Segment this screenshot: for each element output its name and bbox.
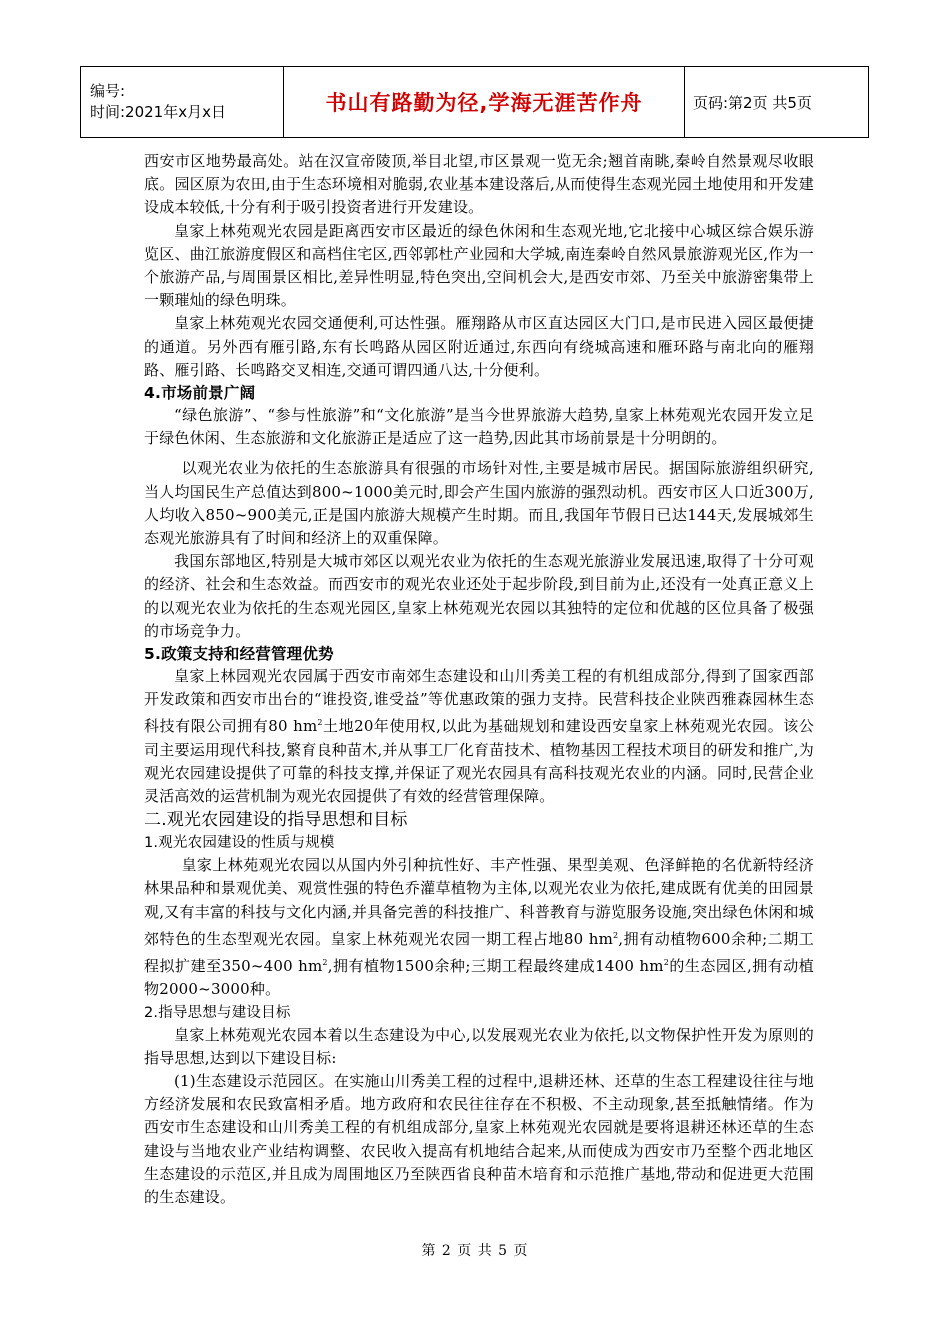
paragraph: 我国东部地区,特别是大城市郊区以观光农业为依托的生态观光旅游业发展迅速,取得了十分可观的经济、社会和生态效益。而西安市的观光农业还处于起步阶段,到目前为止,还没有一处真正意义上的以观光农业为依托的生态观光园区,皇家上林苑观光农园以其独特的定位和优越的区位具备了极强的市场竞争力。	[144, 552, 814, 640]
page-header	[80, 66, 869, 138]
superscript: 2	[613, 930, 619, 940]
paragraph: 皇家上林苑观光农园交通便利,可达性强。雁翔路从市区直达园区大门口,是市民进入园区最便捷的通道。另外西有雁引路,东有长鸣路从园区附近通过,东西向有绕城高速和雁环路与南北向的雁翔路、雁引路、长鸣路交叉相连,交通可谓四通八达,十分便利。	[144, 314, 814, 379]
superscript: 2	[322, 958, 328, 968]
header-motto: 书山有路勤为径,学海无涯苦作舟	[284, 67, 685, 138]
paragraph: (1)生态建设示范园区。在实施山川秀美工程的过程中,退耕还林、还草的生态工程建设往往与地方经济发展和农民致富相矛盾。地方政府和农民往往存在不积极、不主动现象,甚至抵触情绪。作为西安市生态建设和山川秀美工程的有机组成部分,皇家上林苑观光农园就是要将退耕还林还草的生态建设与当地农业产业结构调整、农民收入提高有机地结合起来,从而使成为西安市乃至整个西北地区生态建设的示范区,并且成为周围地区乃至陕西省良种苗木培育和示范推广基地,带动和促进更大范围的生态建设。	[144, 1071, 814, 1206]
header-page-info: 页码:第2页 共5页	[685, 67, 869, 138]
superscript: 2	[317, 718, 323, 728]
document-body	[144, 150, 814, 1209]
text-run: ,拥有动植物600余种;二期工程拟扩建至350~400 hm	[144, 929, 814, 976]
time-label: 时间:2021年x月x日	[90, 103, 226, 121]
text-run: 的生态园区,拥有动植物2000~3000种。	[144, 957, 814, 999]
text-run: 土地20年使用权,以此为基础规划和建设西安皇家上林苑观光农园。该公司主要运用现代科技,繁育良种苗木,并从事工厂化育苗技术、植物基因工程技术项目的研发和推广,为观光农园建设提供了可靠的科技支撑,并保证了观光农园具有高科技观光农业的内涵。同时,民营企业灵活高效的运营机制为观光农园提供了有效的经营管理保障。	[144, 717, 814, 806]
subsection-heading: 2.指导思想与建设目标	[144, 1004, 291, 1021]
section-heading: 4.市场前景广阔	[144, 384, 256, 403]
paragraph	[144, 665, 814, 808]
subsection-heading: 1.观光农园建设的性质与规模	[144, 835, 335, 852]
text-run: 皇家上林苑观光农园以从国内外引种抗性好、丰产性强、果型美观、色泽鲜艳的名优新特经济林果品种和景观优美、观赏性强的特色乔灌草植物为主体,以观光农业为依托,建成既有优美的田园景观,又有丰富的科技与文化内涵,并具备完善的科技推广、科普教育与游览服务设施,突出绿色休闲和城郊特色的生态型观光农园。皇家上林苑观光农园一期工程占地80 hm	[144, 856, 814, 948]
paragraph: 皇家上林苑观光农园本着以生态建设为中心,以发展观光农业为依托,以文物保护性开发为原则的指导思想,达到以下建设目标:	[144, 1025, 814, 1067]
section-heading: 5.政策支持和经营管理优势	[144, 645, 334, 664]
header-meta	[81, 67, 284, 138]
chapter-heading: 二.观光农园建设的指导思想和目标	[144, 810, 408, 831]
number-label: 编号:	[90, 82, 126, 100]
paragraph: “绿色旅游”、“参与性旅游”和“文化旅游”是当今世界旅游大趋势,皇家上林苑观光农园开发立足于绿色休闲、生态旅游和文化旅游正是适应了这一趋势,因此其市场前景是十分明朗的。	[144, 406, 814, 448]
paragraph: 皇家上林苑观光农园是距离西安市区最近的绿色休闲和生态观光地,它北接中心城区综合娱乐游览区、曲江旅游度假区和高档住宅区,西邻郭杜产业园和大学城,南连秦岭自然风景旅游观光区,作为一个旅游产品,与周围景区相比,差异性明显,特色突出,空间机会大,是西安市郊、乃至关中旅游密集带上一颗璀灿的绿色明珠。	[144, 221, 814, 310]
paragraph: 以观光农业为依托的生态旅游具有很强的市场针对性,主要是城市居民。据国际旅游组织研究,当人均国民生产总值达到800~1000美元时,即会产生国内旅游的强烈动机。西安市区人口近300万,人均收入850~900美元,正是国内旅游大规模产生时期。而且,我国年节假日已达144天,发展城郊生态观光旅游具有了时间和经济上的双重保障。	[144, 459, 814, 548]
paragraph	[144, 854, 814, 1001]
paragraph: 西安市区地势最高处。站在汉宣帝陵顶,举目北望,市区景观一览无余;翘首南眺,秦岭自然景观尽收眼底。园区原为农田,由于生态环境相对脆弱,农业基本建设落后,从而使得生态观光园土地使用和开发建设成本较低,十分有利于吸引投资者进行开发建设。	[144, 152, 814, 217]
text-run: ,拥有植物1500余种;三期工程最终建成1400 hm	[327, 957, 664, 976]
superscript: 2	[663, 958, 670, 968]
text-run: 皇家上林园观光农园属于西安市南郊生态建设和山川秀美工程的有机组成部分,得到了国家西部开发政策和西安市出台的“谁投资,谁受益”等优惠政策的强力支持。民营科技企业陕西雅森园林生态科技有限公司拥有80 hm	[144, 667, 814, 736]
page-footer: 第 2 页 共 5 页	[421, 1243, 529, 1259]
